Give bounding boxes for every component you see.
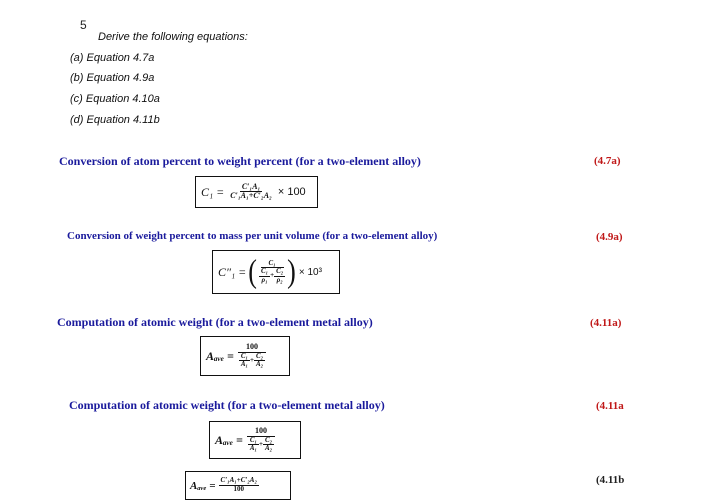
right-paren: ): [287, 253, 296, 290]
equation-lhs: C₁ =: [201, 184, 225, 199]
equation-number-4-7a: (4.7a): [594, 155, 621, 167]
fraction-denominator: C′₁A₁+C′₂A₂: [230, 191, 272, 201]
section-heading-atom-to-weight: Conversion of atom percent to weight percent (for a two-element alloy): [59, 154, 421, 168]
section-heading-atomic-weight: Computation of atomic weight (for a two-element metal alloy): [57, 315, 373, 329]
inner-left-numerator: C₁: [260, 267, 269, 276]
equation-box-4-9a: [212, 250, 340, 294]
inner-right-numerator: C₂: [276, 267, 284, 276]
fraction-numerator: 100: [247, 427, 275, 436]
inner-right-denominator: ρ₂: [276, 275, 283, 284]
equation-lhs: Aₐᵥₑ =: [215, 432, 243, 447]
equation-number-4-11a-repeat: (4.11a: [596, 400, 624, 412]
inner-fraction-left: [248, 437, 259, 453]
part-d: (d) Equation 4.11b: [70, 114, 160, 126]
problem-number: 5: [80, 18, 87, 32]
part-a: (a) Equation 4.7a: [70, 52, 155, 64]
equation-number-4-11a: (4.11a): [590, 317, 622, 329]
equation-box-4-11a-repeat: [209, 421, 301, 459]
plus-sign: +: [258, 439, 263, 448]
equation-lhs: C″₁ =: [218, 264, 247, 279]
inner-fraction-right: [254, 353, 265, 369]
inner-left-numerator: C₁: [249, 435, 257, 444]
equation-box-4-11a: [200, 336, 290, 376]
equation-factor: × 10³: [298, 266, 322, 278]
inner-left-denominator: A₁: [240, 360, 248, 369]
fraction-numerator: C₁: [261, 260, 284, 268]
inner-left-denominator: A₁: [249, 444, 257, 453]
equation-box-4-11b: [185, 471, 291, 500]
equation-fraction: [219, 477, 259, 493]
part-c: (c) Equation 4.10a: [70, 93, 160, 105]
inner-right-denominator: A₂: [264, 444, 273, 453]
inner-fraction-right: [274, 268, 285, 284]
fraction-denominator: [246, 437, 276, 453]
equation-lhs: Aₐᵥₑ =: [190, 479, 216, 492]
inner-fraction-left: [239, 353, 250, 369]
section-heading-atomic-weight-repeat: Computation of atomic weight (for a two-element metal alloy): [69, 398, 385, 412]
equation-fraction: [257, 260, 287, 284]
equation-box-4-7a: [195, 176, 318, 208]
plus-sign: +: [249, 355, 254, 364]
equation-fraction: [237, 343, 267, 368]
fraction-denominator: 100: [233, 484, 244, 493]
fraction-numerator: 100: [238, 343, 266, 352]
fraction-denominator: [237, 353, 267, 369]
equation-factor: × 100: [277, 186, 306, 198]
fraction-denominator: [257, 268, 287, 284]
equation-lhs: Aₐᵥₑ =: [206, 348, 234, 363]
fraction-numerator: C′₁A₁+C′₂A₂: [220, 476, 257, 485]
equation-fraction: [246, 427, 276, 452]
plus-sign: +: [270, 271, 275, 280]
inner-right-numerator: C₂: [255, 351, 264, 360]
fraction-numerator: C′₁A₁: [241, 181, 261, 191]
left-paren: (: [248, 253, 257, 290]
equation-number-4-11b: (4.11b: [596, 474, 625, 486]
equation-number-4-9a: (4.9a): [596, 231, 623, 243]
inner-left-numerator: C₁: [240, 351, 248, 360]
inner-left-denominator: ρ₁: [261, 275, 268, 284]
inner-fraction-left: [259, 268, 270, 284]
section-heading-weight-to-mass-volume: Conversion of weight percent to mass per unit volume (for a two-element alloy): [67, 230, 438, 242]
problem-instruction: Derive the following equations:: [98, 31, 248, 43]
inner-fraction-right: [263, 437, 274, 453]
equation-fraction: [228, 183, 274, 201]
part-b: (b) Equation 4.9a: [70, 72, 155, 84]
inner-right-denominator: A₂: [255, 360, 264, 369]
inner-right-numerator: C₂: [264, 435, 273, 444]
